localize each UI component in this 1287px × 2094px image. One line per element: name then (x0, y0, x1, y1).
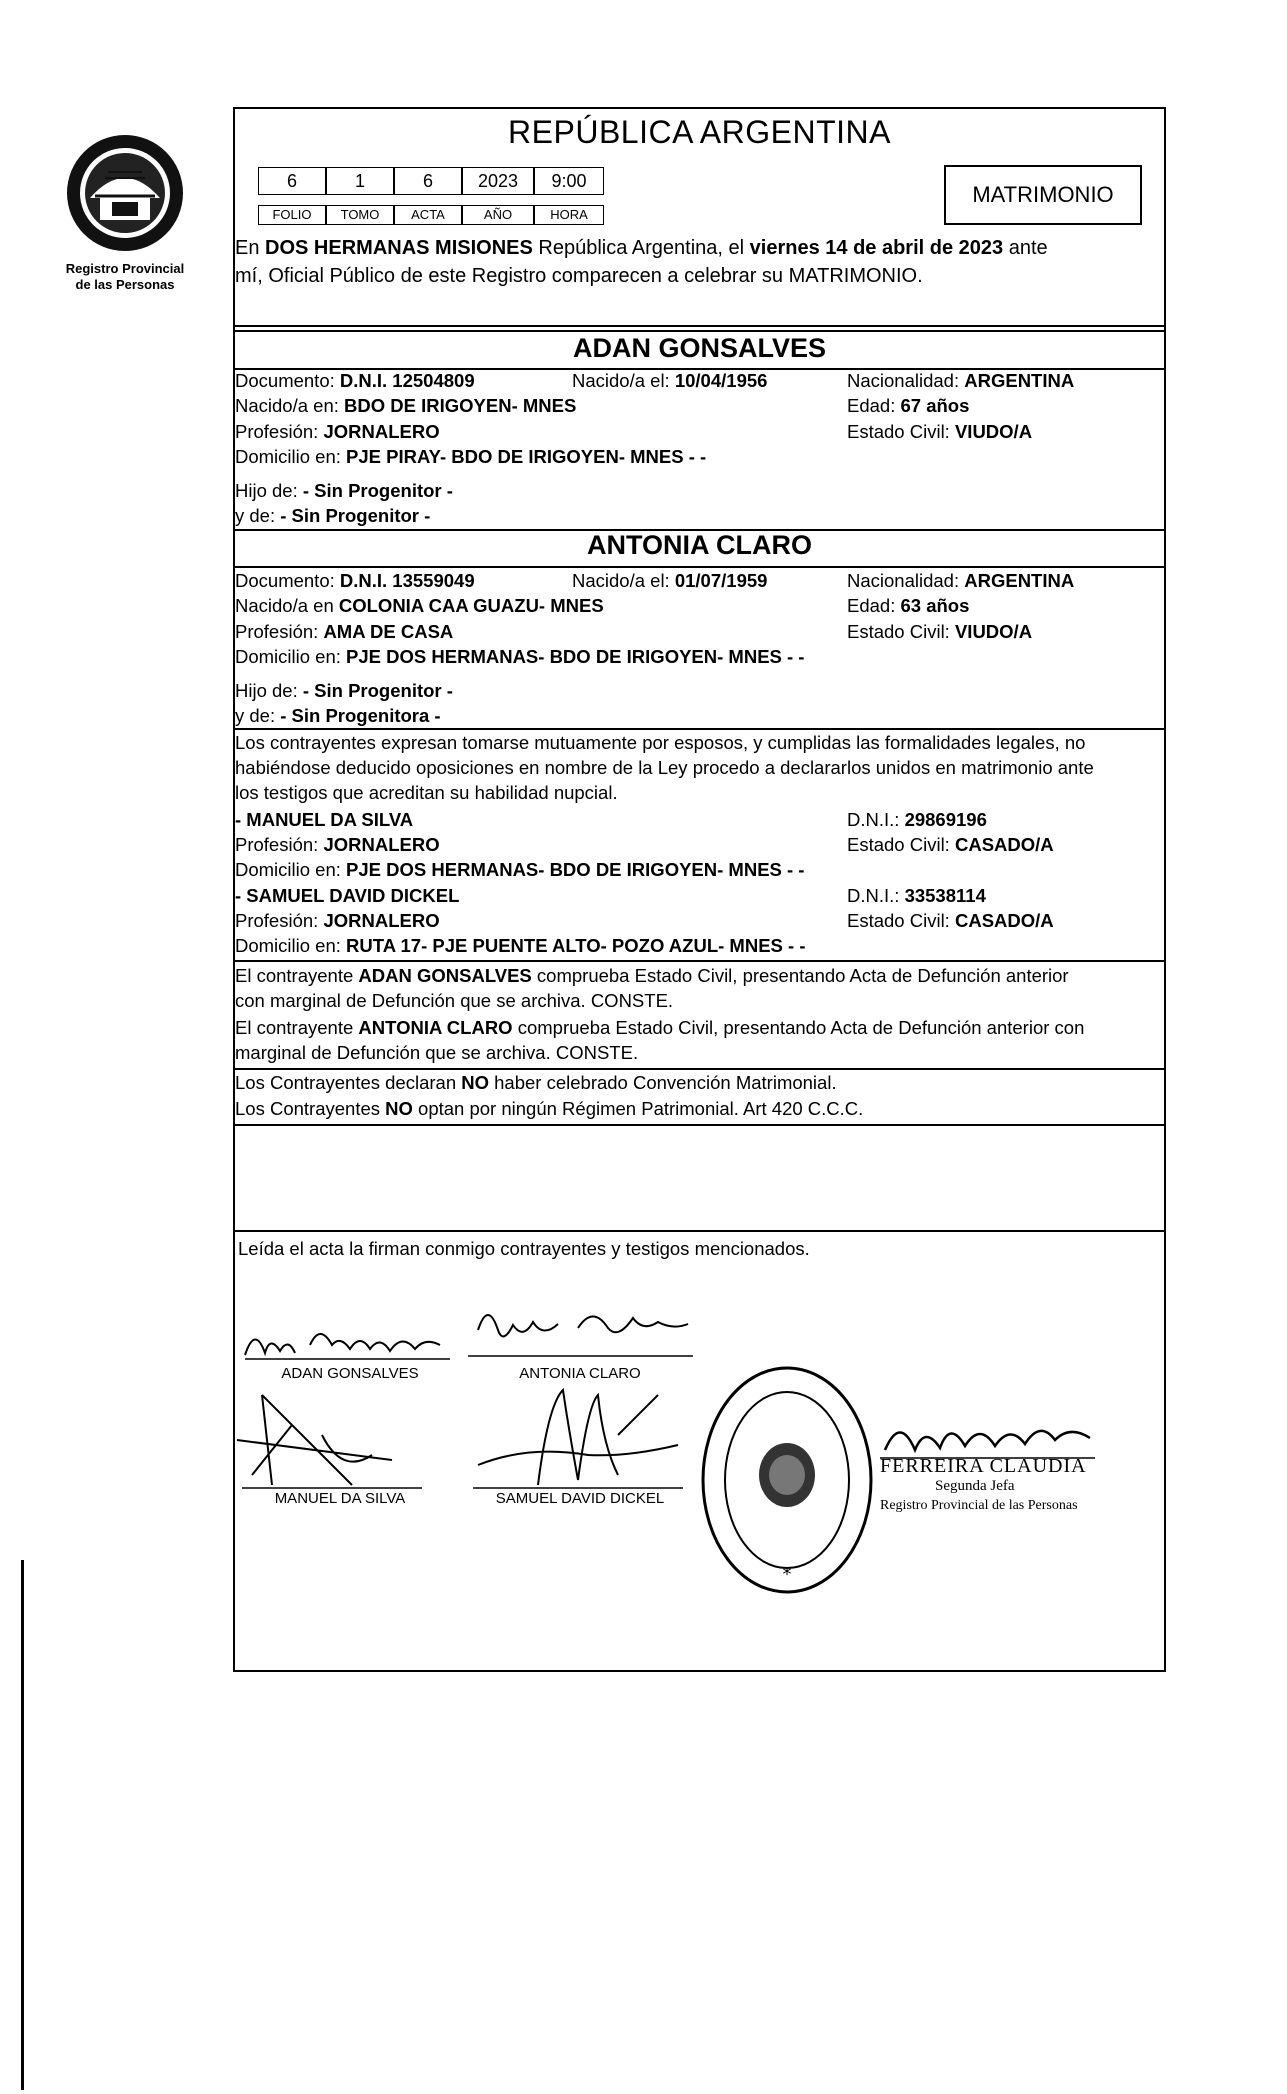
country-title: REPÚBLICA ARGENTINA (508, 114, 891, 150)
spouse2-mother: y de: - Sin Progenitora - (235, 705, 441, 726)
witness1-address: Domicilio en: PJE DOS HERMANAS- BDO DE IRIGOYEN- MNES - - (235, 859, 805, 880)
spouse1-doc: Documento: D.N.I. 12504809 (235, 370, 475, 391)
spouse2-address: Domicilio en: PJE DOS HERMANAS- BDO DE IRIGOYEN- MNES - - (235, 646, 805, 667)
spouse1-birthplace: Nacido/a en: BDO DE IRIGOYEN- MNES (235, 395, 577, 416)
spouse1-nat: Nacionalidad: ARGENTINA (847, 370, 1075, 391)
act-type-box: MATRIMONIO (944, 165, 1142, 225)
official-role: Segunda Jefa (935, 1478, 1015, 1494)
acta-value: 6 (394, 167, 462, 195)
intro-line2: mí, Oficial Público de este Registro comparecen a celebrar su MATRIMONIO. (235, 265, 923, 287)
folio-value: 6 (258, 167, 326, 195)
signature-antonia (468, 1300, 698, 1370)
spouse1-born: Nacido/a el: 10/04/1956 (572, 370, 768, 391)
spouse1-father: Hijo de: - Sin Progenitor - (235, 480, 453, 501)
intro-line1: En DOS HERMANAS MISIONES República Argentina, el viernes 14 de abril de 2023 ante (235, 237, 1048, 259)
signature-label-manuel: MANUEL DA SILVA (274, 1490, 406, 1507)
witness2-dni: D.N.I.: 33538114 (847, 885, 986, 906)
spouse1-prof: Profesión: JORNALERO (235, 421, 440, 442)
note-spouse2: El contrayente ANTONIA CLARO comprueba Estado Civil, presentando Acta de Defunción anterior con marginal de Defunción que se archiva. CONSTE. (235, 1017, 1085, 1063)
anio-label: AÑO (462, 205, 534, 225)
spouse1-name: ADAN GONSALVES (572, 333, 827, 363)
regime-line2: Los Contrayentes NO optan por ningún Régimen Patrimonial. Art 420 C.C.C. (235, 1098, 864, 1119)
hora-label: HORA (534, 205, 604, 225)
tomo-label: TOMO (326, 205, 394, 225)
witness2-name: - SAMUEL DAVID DICKEL (235, 885, 460, 906)
witness1-dni: D.N.I.: 29869196 (847, 809, 987, 830)
folio-label: FOLIO (258, 205, 326, 225)
spouse2-civil: Estado Civil: VIUDO/A (847, 621, 1033, 642)
declaration-text: Los contrayentes expresan tomarse mutuamente por esposos, y cumplidas las formalidades legales, no habiéndose deducido oposiciones en nombre de la Ley procedo a declararlos unidos en matrimonio ante los testigos que acreditan su habilidad nupcial. (235, 732, 1094, 803)
spouse2-nat: Nacionalidad: ARGENTINA (847, 570, 1075, 591)
hora-value: 9:00 (534, 167, 604, 195)
witness2-prof: Profesión: JORNALERO (235, 910, 440, 931)
tomo-value: 1 (326, 167, 394, 195)
registry-stamp-icon (700, 1365, 875, 1595)
closing-text: Leída el acta la firman conmigo contrayentes y testigos mencionados. (238, 1238, 810, 1259)
signature-label-antonia: ANTONIA CLARO (519, 1365, 641, 1382)
spouse1-age: Edad: 67 años (847, 395, 970, 416)
spouse2-prof: Profesión: AMA DE CASA (235, 621, 454, 642)
official-org: Registro Provincial de las Personas (880, 1498, 1078, 1513)
spouse2-born: Nacido/a el: 01/07/1959 (572, 570, 768, 591)
misiones-seal-icon (50, 128, 200, 258)
spouse2-father: Hijo de: - Sin Progenitor - (235, 680, 453, 701)
anio-value: 2023 (462, 167, 534, 195)
spouse1-mother: y de: - Sin Progenitor - (235, 505, 431, 526)
page-edge-mark (21, 1560, 24, 2090)
witness2-address: Domicilio en: RUTA 17- PJE PUENTE ALTO- POZO AZUL- MNES - - (235, 935, 806, 956)
witness2-civil: Estado Civil: CASADO/A (847, 910, 1054, 931)
signature-manuel (232, 1385, 432, 1495)
witness1-civil: Estado Civil: CASADO/A (847, 834, 1054, 855)
spouse2-age: Edad: 63 años (847, 595, 970, 616)
witness1-name: - MANUEL DA SILVA (235, 809, 414, 830)
witness1-prof: Profesión: JORNALERO (235, 834, 440, 855)
logo-caption-line1: Registro Provincial (65, 261, 185, 276)
logo-caption-line2: de las Personas (75, 277, 175, 292)
spouse1-civil: Estado Civil: VIUDO/A (847, 421, 1033, 442)
signature-label-samuel: SAMUEL DAVID DICKEL (495, 1490, 665, 1507)
official-name: FERREIRA CLAUDIA (880, 1455, 1087, 1477)
svg-text:*: * (782, 1564, 792, 1585)
acta-label: ACTA (394, 205, 462, 225)
spouse2-doc: Documento: D.N.I. 13559049 (235, 570, 475, 591)
signature-samuel (468, 1385, 688, 1495)
regime-line1: Los Contrayentes declaran NO haber celebrado Convención Matrimonial. (235, 1072, 837, 1093)
spouse1-address: Domicilio en: PJE PIRAY- BDO DE IRIGOYEN- MNES - - (235, 446, 707, 467)
spouse2-name: ANTONIA CLARO (587, 530, 812, 560)
spouse2-birthplace: Nacido/a en COLONIA CAA GUAZU- MNES (235, 595, 604, 616)
note-spouse1: El contrayente ADAN GONSALVES comprueba Estado Civil, presentando Acta de Defunción anterior con marginal de Defunción que se archiva. CONSTE. (235, 965, 1069, 1011)
signature-label-adan: ADAN GONSALVES (281, 1365, 419, 1382)
registry-logo (50, 128, 200, 308)
